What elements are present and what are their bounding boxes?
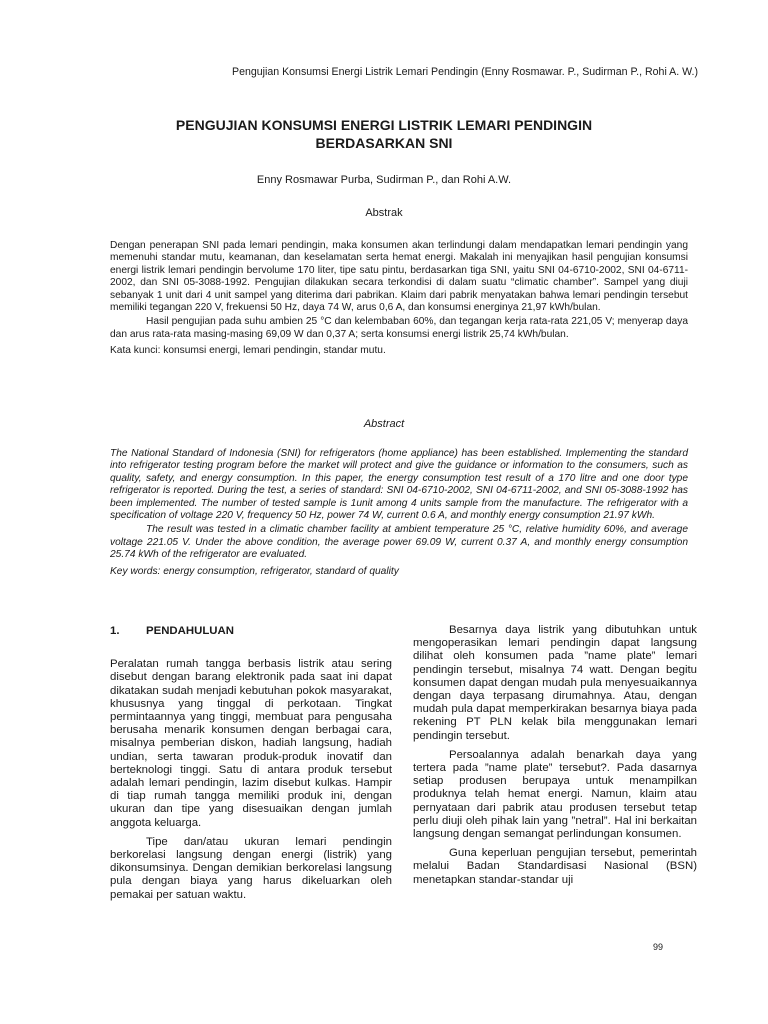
key-words: Key words: energy consumption, refrigerator, standard of quality: [110, 565, 399, 577]
abstrak-block: [110, 240, 688, 358]
abstrak-heading: Abstrak: [365, 207, 403, 219]
abstract-heading: Abstract: [363, 418, 405, 430]
right-paragraph-3: Guna keperluan pengujian tersebut, pemerintah melalui Badan Standardisasi Nasional (BSN) menetapkan standar-standar uji: [413, 847, 697, 886]
title-line-2: BERDASARKAN SNI: [315, 135, 453, 151]
section-heading: [110, 625, 392, 638]
left-column: [110, 625, 392, 908]
running-head: Pengujian Konsumsi Energi Listrik Lemari Pendingin (Enny Rosmawar. P., Sudirman P., Rohi A. W.): [232, 66, 698, 78]
right-paragraph-1: Besarnya daya listrik yang dibutuhkan untuk mengoperasikan lemari pendingin dapat langsung dilihat oleh konsumen pada ”name plate” lemari pendingin tersebut, misalnya 74 watt. Dengan begitu konsumen dapat dengan mudah pula menyesuaikannya dengan daya terpasang dirumahnya. Atau, dengan mudah pula dapat memperkirakan besarnya biaya pada rekening PT PLN kelak bila menggunakan lemari pendingin tersebut.: [413, 624, 697, 742]
kata-kunci: Kata kunci: konsumsi energi, lemari pendingin, standar mutu.: [110, 345, 386, 357]
section-number: 1.: [110, 625, 120, 637]
abstract-paragraph-2: The result was tested in a climatic chamber facility at ambient temperature 25 °C, relative humidity 60%, and average voltage 221.05 V. Under the above condition, the average power 69.09 W, current 0.37 A, and monthly energy consumption 25.74 kWh of the refrigerator are evaluated.: [110, 524, 688, 561]
left-paragraph-1: Peralatan rumah tangga berbasis listrik atau sering disebut dengan barang elektronik pada saat ini dapat dikatakan sudah menjadi kebutuhan pokok masyarakat, khususnya yang tinggal di perkotaan. Tingkat permintaannya yang tinggi, membuat para pengusaha berusaha menarik konsumen dengan berbagai cara, misalnya pemberian diskon, hadiah langsung, hadiah undian, serta tawaran produk-produk inovatif dan berteknologi tinggi. Satu di antara produk tersebut adalah lemari pendingin, lazim disebut kulkas. Hampir di tiap rumah tangga memiliki produk ini, dengan ukuran dan tipe yang disesuaikan dengan jumlah anggota keluarga.: [110, 658, 392, 829]
abstrak-paragraph-1: Dengan penerapan SNI pada lemari pendingin, maka konsumen akan terlindungi dalam mendapatkan lemari pendingin yang memenuhi standar mutu, keamanan, dan keselamatan serta hemat energi. Makalah ini menyajikan hasil pengujian konsumsi energi listrik lemari pendingin bervolume 170 liter, tipe satu pintu, berdasarkan tiga SNI, yaitu SNI 04-6710-2002, SNI 04-6711-2002, dan SNI 05-3088-1992. Pengujian dilakukan secara terkondisi di dalam suatu “climatic chamber”. Sampel yang diuji sebanyak 1 unit dari 4 unit sampel yang diterima dari pabrikan. Klaim dari pabrik menyatakan bahwa lemari pendingin tersebut memiliki tegangan 220 V, frekuensi 50 Hz, daya 74 W, arus 0,6 A, dan konsumsi energinya 21,97 kWh/bulan.: [110, 240, 688, 314]
title-line-1: PENGUJIAN KONSUMSI ENERGI LISTRIK LEMARI PENDINGIN: [175, 117, 593, 133]
page-number: 99: [652, 942, 663, 952]
abstract-block: [110, 448, 688, 578]
abstrak-paragraph-2: Hasil pengujian pada suhu ambien 25 °C dan kelembaban 60%, dan tegangan kerja rata-rata 221,05 V; menyerap daya dan arus rata-rata masing-masing 69,09 W dan 0,37 A; serta konsumsi energi listrik 25,74 kWh/bulan.: [110, 316, 688, 340]
paper-title: [100, 116, 668, 152]
left-paragraph-2: Tipe dan/atau ukuran lemari pendingin berkorelasi langsung dengan energi (listrik) yang dikonsumsinya. Dengan demikian berkorelasi langsung pula dengan biaya yang harus dikeluarkan oleh pemakai per satuan waktu.: [110, 835, 392, 901]
abstract-paragraph-1: The National Standard of Indonesia (SNI) for refrigerators (home appliance) has been established. Implementing the standard into refrigerator testing program before the market will protect and give the guidance or information to the consumers, such as quality, safety, and energy consumption. In this paper, the energy consumption test result of a 170 litre and one door type refrigerator is reported. During the test, a series of standard: SNI 04-6710-2002, SNI 04-6711-2002, and SNI 05-3088-1992 has been implemented. The number of tested sample is 1unit among 4 units sample from the manufacture. The refrigerator with a specification of voltage 220 V, frequency 50 Hz, power 74 W, current 0.6 A, and monthly energy consumption 21.97 kWh.: [110, 448, 688, 522]
authors: Enny Rosmawar Purba, Sudirman P., dan Rohi A.W.: [256, 174, 512, 186]
right-paragraph-2: Persoalannya adalah benarkah daya yang tertera pada ”name plate” tersebut?. Pada dasarnya setiap produsen berupaya untuk menampilkan produknya telah hemat energi. Namun, klaim atau pernyataan dari pabrik atau produsen tersebut tetap perlu diuji oleh pihak lain yang ”netral”. Hal ini berkaitan langsung dengan semangat perlindungan konsumen.: [413, 748, 697, 841]
section-title: PENDAHULUAN: [146, 625, 234, 637]
right-column: [413, 624, 697, 893]
